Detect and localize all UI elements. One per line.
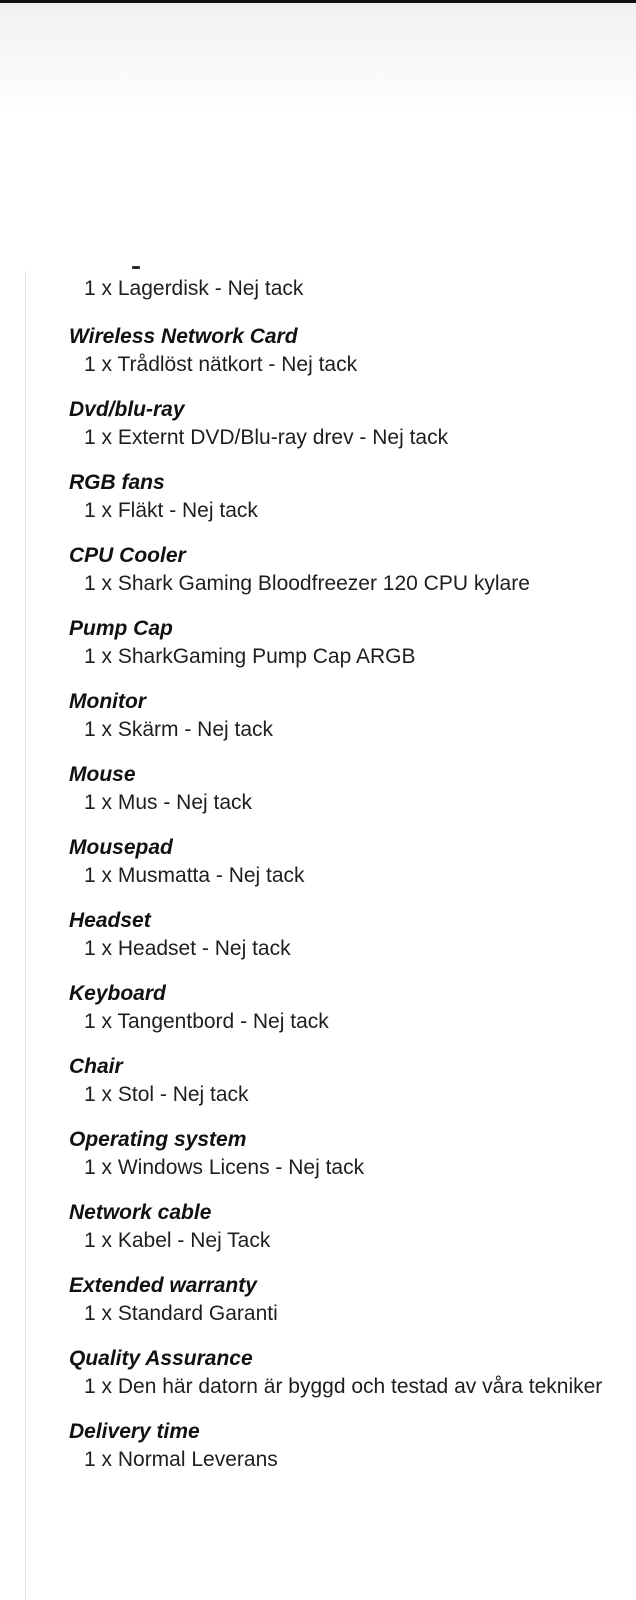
- spec-section-title: Keyboard: [69, 982, 166, 1005]
- spec-section-title: Mouse: [69, 763, 136, 786]
- spec-section-title: Operating system: [69, 1128, 247, 1151]
- spec-section-keyboard: [26, 981, 636, 1037]
- spec-item: 1 x Den här datorn är byggd och testad av våra tekniker: [84, 1375, 603, 1398]
- spec-section-operating-system: [26, 1127, 636, 1183]
- spec-item: 1 x Externt DVD/Blu-ray drev - Nej tack: [84, 426, 449, 449]
- spec-section-rgb-fans: [26, 470, 636, 526]
- spec-section-title: Wireless Network Card: [69, 325, 298, 348]
- spec-item: 1 x Tangentbord - Nej tack: [84, 1010, 329, 1033]
- spec-item: 1 x Stol - Nej tack: [84, 1083, 249, 1106]
- spec-section-title: Pump Cap: [69, 617, 173, 640]
- spec-item: 1 x Mus - Nej tack: [84, 791, 253, 814]
- spec-item: 1 x Windows Licens - Nej tack: [84, 1156, 365, 1179]
- spec-section-extended-warranty: [26, 1273, 636, 1329]
- spec-section-title: Quality Assurance: [69, 1347, 253, 1370]
- spec-section-chair: [26, 1054, 636, 1110]
- spec-item: 1 x Skärm - Nej tack: [84, 718, 274, 741]
- spec-section-quality-assurance: [26, 1346, 636, 1402]
- spec-section-title: Chair: [69, 1055, 123, 1078]
- spec-section-dvd-bluray: [26, 397, 636, 453]
- spec-item: 1 x Fläkt - Nej tack: [84, 499, 258, 522]
- spec-section-headset: [26, 908, 636, 964]
- spec-item: 1 x Normal Leverans: [84, 1448, 278, 1471]
- spec-section-cpu-cooler: [26, 543, 636, 599]
- spec-section-title: Dvd/blu-ray: [69, 398, 185, 421]
- spec-item: 1 x Headset - Nej tack: [84, 937, 291, 960]
- spec-section-mousepad: [26, 835, 636, 891]
- cut-off-text: [132, 266, 140, 269]
- spec-section-title: Network cable: [69, 1201, 212, 1224]
- spec-section-title: RGB fans: [69, 471, 165, 494]
- spec-section-title: Monitor: [69, 690, 146, 713]
- spec-section-wireless-network-card: [26, 324, 636, 380]
- spec-item: 1 x Kabel - Nej Tack: [84, 1229, 271, 1252]
- spec-section-network-cable: [26, 1200, 636, 1256]
- spec-item: 1 x Shark Gaming Bloodfreezer 120 CPU kylare: [84, 572, 530, 595]
- spec-section-title: Headset: [69, 909, 151, 932]
- spec-item: 1 x Musmatta - Nej tack: [84, 864, 305, 887]
- spec-section-storage: [26, 271, 636, 307]
- spec-item: 1 x Standard Garanti: [84, 1302, 278, 1325]
- spec-section-delivery-time: [26, 1419, 636, 1475]
- top-shade: [0, 3, 636, 113]
- spec-section-title: Delivery time: [69, 1420, 200, 1443]
- spec-section-title: Extended warranty: [69, 1274, 257, 1297]
- spec-section-title: Mousepad: [69, 836, 173, 859]
- spec-item: 1 x Trådlöst nätkort - Nej tack: [84, 353, 358, 376]
- order-spec-list: [25, 271, 636, 1600]
- spec-section-title: CPU Cooler: [69, 544, 186, 567]
- spec-section-monitor: [26, 689, 636, 745]
- spec-section-pump-cap: [26, 616, 636, 672]
- spec-item: 1 x SharkGaming Pump Cap ARGB: [84, 645, 416, 668]
- spec-item: 1 x Lagerdisk - Nej tack: [84, 277, 304, 300]
- spec-section-mouse: [26, 762, 636, 818]
